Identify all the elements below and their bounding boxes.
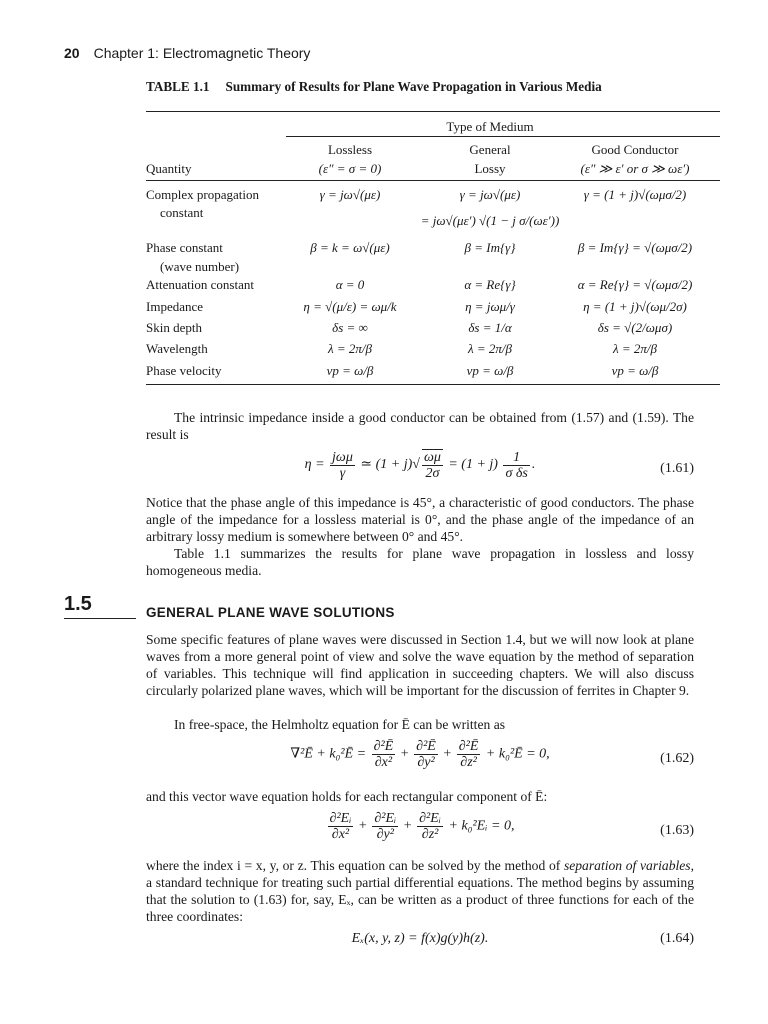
equation-1-61 — [146, 449, 694, 489]
row-label: Skin depth — [146, 320, 202, 335]
denominator: ∂y² — [417, 755, 435, 770]
eq-part: ∇²Ē + k₀²Ē = — [290, 746, 367, 762]
emphasis: separation of variables — [563, 858, 691, 873]
row-label: Impedance — [146, 299, 204, 314]
cell-lossless: λ = 2π/β — [327, 341, 372, 356]
fraction — [503, 450, 529, 481]
fraction — [457, 739, 481, 770]
header-quantity: Quantity — [146, 161, 192, 176]
table-caption — [146, 79, 602, 95]
denominator: ∂z² — [421, 827, 439, 842]
cell-general: γ = jω√(με) — [459, 187, 521, 202]
group-header: Type of Medium — [446, 119, 534, 134]
numerator: ∂²Ē — [373, 739, 394, 754]
cell-general: η = jωμ/γ — [465, 299, 515, 314]
equation-1-63: $\frac{\text{∂²Eᵢ}}{\text{∂x²}}$ + $\frac{\text{∂²Eᵢ}}{\text{∂y²}}$ + $\frac{\text{∂²Eᵢ}}{\text{∂z²}}$ + k₀²Eᵢ = 0, (1.63) — [329, 811, 694, 842]
eq-part: Eₓ(x, y, z) = f(x)g(y)h(z). — [351, 931, 489, 946]
cell-good: β = Im{γ} = √(ωμσ/2) — [577, 240, 693, 255]
table-bottom-rule — [146, 384, 720, 385]
header-general-lossy: Lossy — [474, 161, 506, 176]
fraction — [372, 739, 396, 770]
numerator: jωμ — [332, 449, 353, 465]
header-general: General — [469, 142, 511, 157]
eq-part: + k₀²Ē = 0, — [485, 746, 550, 762]
section-number: 1.5 — [64, 593, 92, 615]
eq-part: = (1 + j) — [448, 457, 498, 473]
paragraph: The intrinsic impedance inside a good conductor can be obtained from (1.57) and (1.59). The result is — [146, 410, 694, 442]
fraction — [372, 811, 398, 842]
cell-general: vp = ω/β — [466, 363, 514, 378]
cell-good: γ = (1 + j)√(ωμσ/2) — [583, 187, 687, 202]
row-label: Attenuation constant — [146, 277, 254, 292]
paragraph: Notice that the phase angle of this impedance is 45°, a characteristic of good conductors. The phase angle of the impedance for a lossless material is 0°, and the phase angle of the impedance of an arbitrary lossy medium is somewhere between 0° and 45°. — [146, 495, 694, 544]
equation-1-62: ∇²Ē + k₀²Ē = $\frac{\text{∂²Ē}}{\text{∂x²}}$ + $\frac{\text{∂²Ē}}{\text{∂y²}}$ + $\frac{\text{∂²Ē}}{\text{∂z²}}$ + k₀²Ē = 0, (1.62) — [290, 739, 694, 770]
numerator: ωμ — [423, 450, 441, 465]
fraction — [328, 811, 354, 842]
denominator: ∂x² — [331, 827, 350, 842]
equation-number: (1.62) — [660, 751, 694, 766]
fraction — [414, 739, 438, 770]
cell-general: β = Im{γ} — [464, 240, 516, 255]
cell-lossless: γ = jω√(με) — [319, 187, 381, 202]
cell-lossless: δs = ∞ — [332, 320, 368, 335]
group-header-rule — [286, 136, 720, 137]
page-number: 20 — [64, 45, 80, 61]
header-lossless-cond: (ε″ = σ = 0) — [318, 161, 382, 176]
cell-lossless: vp = ω/β — [326, 363, 374, 378]
cell-general: λ = 2π/β — [467, 341, 512, 356]
eq-part: . — [531, 457, 536, 473]
row-label: Complex propagation — [146, 187, 260, 202]
paragraph: Table 1.1 summarizes the results for plane wave propagation in lossless and lossy homogeneous media. — [146, 546, 694, 578]
numerator: ∂²Ē — [416, 739, 436, 754]
numerator: ∂²Ē — [458, 739, 479, 754]
cell-good: λ = 2π/β — [612, 341, 657, 356]
denominator: ∂x² — [374, 755, 393, 770]
section-rule — [64, 618, 136, 619]
equation-number: (1.61) — [660, 461, 694, 476]
eq-part: ≃ (1 + j)√ — [360, 457, 420, 473]
paragraph: Some specific features of plane waves were discussed in Section 1.4, but we will now look at plane waves from a more general point of view and solve the wave equation by the method of separation of variables. This technique will find application in succeeding chapters. We will also discuss circularly polarized plane waves, which will be important for the discussion of ferrites in Chapter 9. — [146, 632, 694, 698]
cell-good: vp = ω/β — [611, 363, 659, 378]
paragraph-text: , a standard technique for treating such partial differential equations. The method begins by assuming that the solution to (1.63) for, say, Eₓ, can be written as a product of three functions for each of the three coordinates: — [146, 858, 694, 924]
cell-good: δs = √(2/ωμσ) — [597, 320, 673, 335]
equation-number: (1.64) — [660, 931, 694, 946]
row-label: (wave number) — [160, 259, 240, 274]
cell-general: = jω√(με′) √(1 − j σ/(ωε′)) — [420, 213, 560, 228]
section-title: GENERAL PLANE WAVE SOLUTIONS — [146, 605, 395, 620]
row-label: constant — [160, 205, 204, 220]
cell-good: η = (1 + j)√(ωμ/2σ) — [583, 299, 687, 314]
numerator: ∂²Eᵢ — [329, 811, 352, 826]
table-label: TABLE 1.1 — [146, 79, 210, 94]
denominator: γ — [339, 465, 346, 481]
running-head — [64, 45, 310, 61]
equation-1-64 — [146, 931, 694, 971]
table-top-rule — [146, 111, 720, 112]
header-good-cond: (ε″ ≫ ε′ or σ ≫ ωε′) — [580, 161, 690, 176]
numerator: 1 — [503, 450, 529, 466]
paragraph: In free-space, the Helmholtz equation for Ē can be written as — [174, 717, 506, 732]
cell-lossless: α = 0 — [335, 277, 365, 292]
row-label: Phase velocity — [146, 363, 222, 378]
cell-general: δs = 1/α — [468, 320, 512, 335]
denominator: σ δs — [505, 465, 528, 481]
eq-part: + k₀²Eᵢ = 0, — [448, 818, 515, 834]
numerator: ∂²Eᵢ — [419, 811, 442, 826]
header-good-conductor: Good Conductor — [591, 142, 679, 157]
denominator: 2σ — [425, 466, 440, 481]
fraction — [330, 450, 355, 481]
fraction — [422, 449, 443, 481]
table-title: Summary of Results for Plane Wave Propagation in Various Media — [225, 79, 602, 94]
chapter-title: Chapter 1: Electromagnetic Theory — [93, 45, 311, 61]
denominator: ∂z² — [460, 755, 477, 770]
numerator: ∂²Eᵢ — [374, 811, 397, 826]
table-header-rule — [146, 180, 720, 181]
cell-lossless: η = √(μ/ε) = ωμ/k — [303, 299, 397, 314]
paragraph: and this vector wave equation holds for each rectangular component of Ē: — [146, 789, 548, 804]
cell-good: α = Re{γ} = √(ωμσ/2) — [577, 277, 693, 292]
cell-lossless: β = k = ω√(με) — [310, 240, 390, 255]
cell-general: α = Re{γ} — [464, 277, 516, 292]
paragraph — [146, 857, 694, 925]
row-label: Wavelength — [146, 341, 208, 356]
fraction — [417, 811, 443, 842]
equation-number: (1.63) — [660, 823, 694, 838]
header-lossless: Lossless — [327, 142, 373, 157]
denominator: ∂y² — [376, 827, 394, 842]
paragraph-text: where the index i = x, y, or z. This equation can be solved by the method of — [146, 858, 564, 873]
row-label: Phase constant — [146, 240, 223, 255]
eq-part: η = — [304, 457, 325, 473]
